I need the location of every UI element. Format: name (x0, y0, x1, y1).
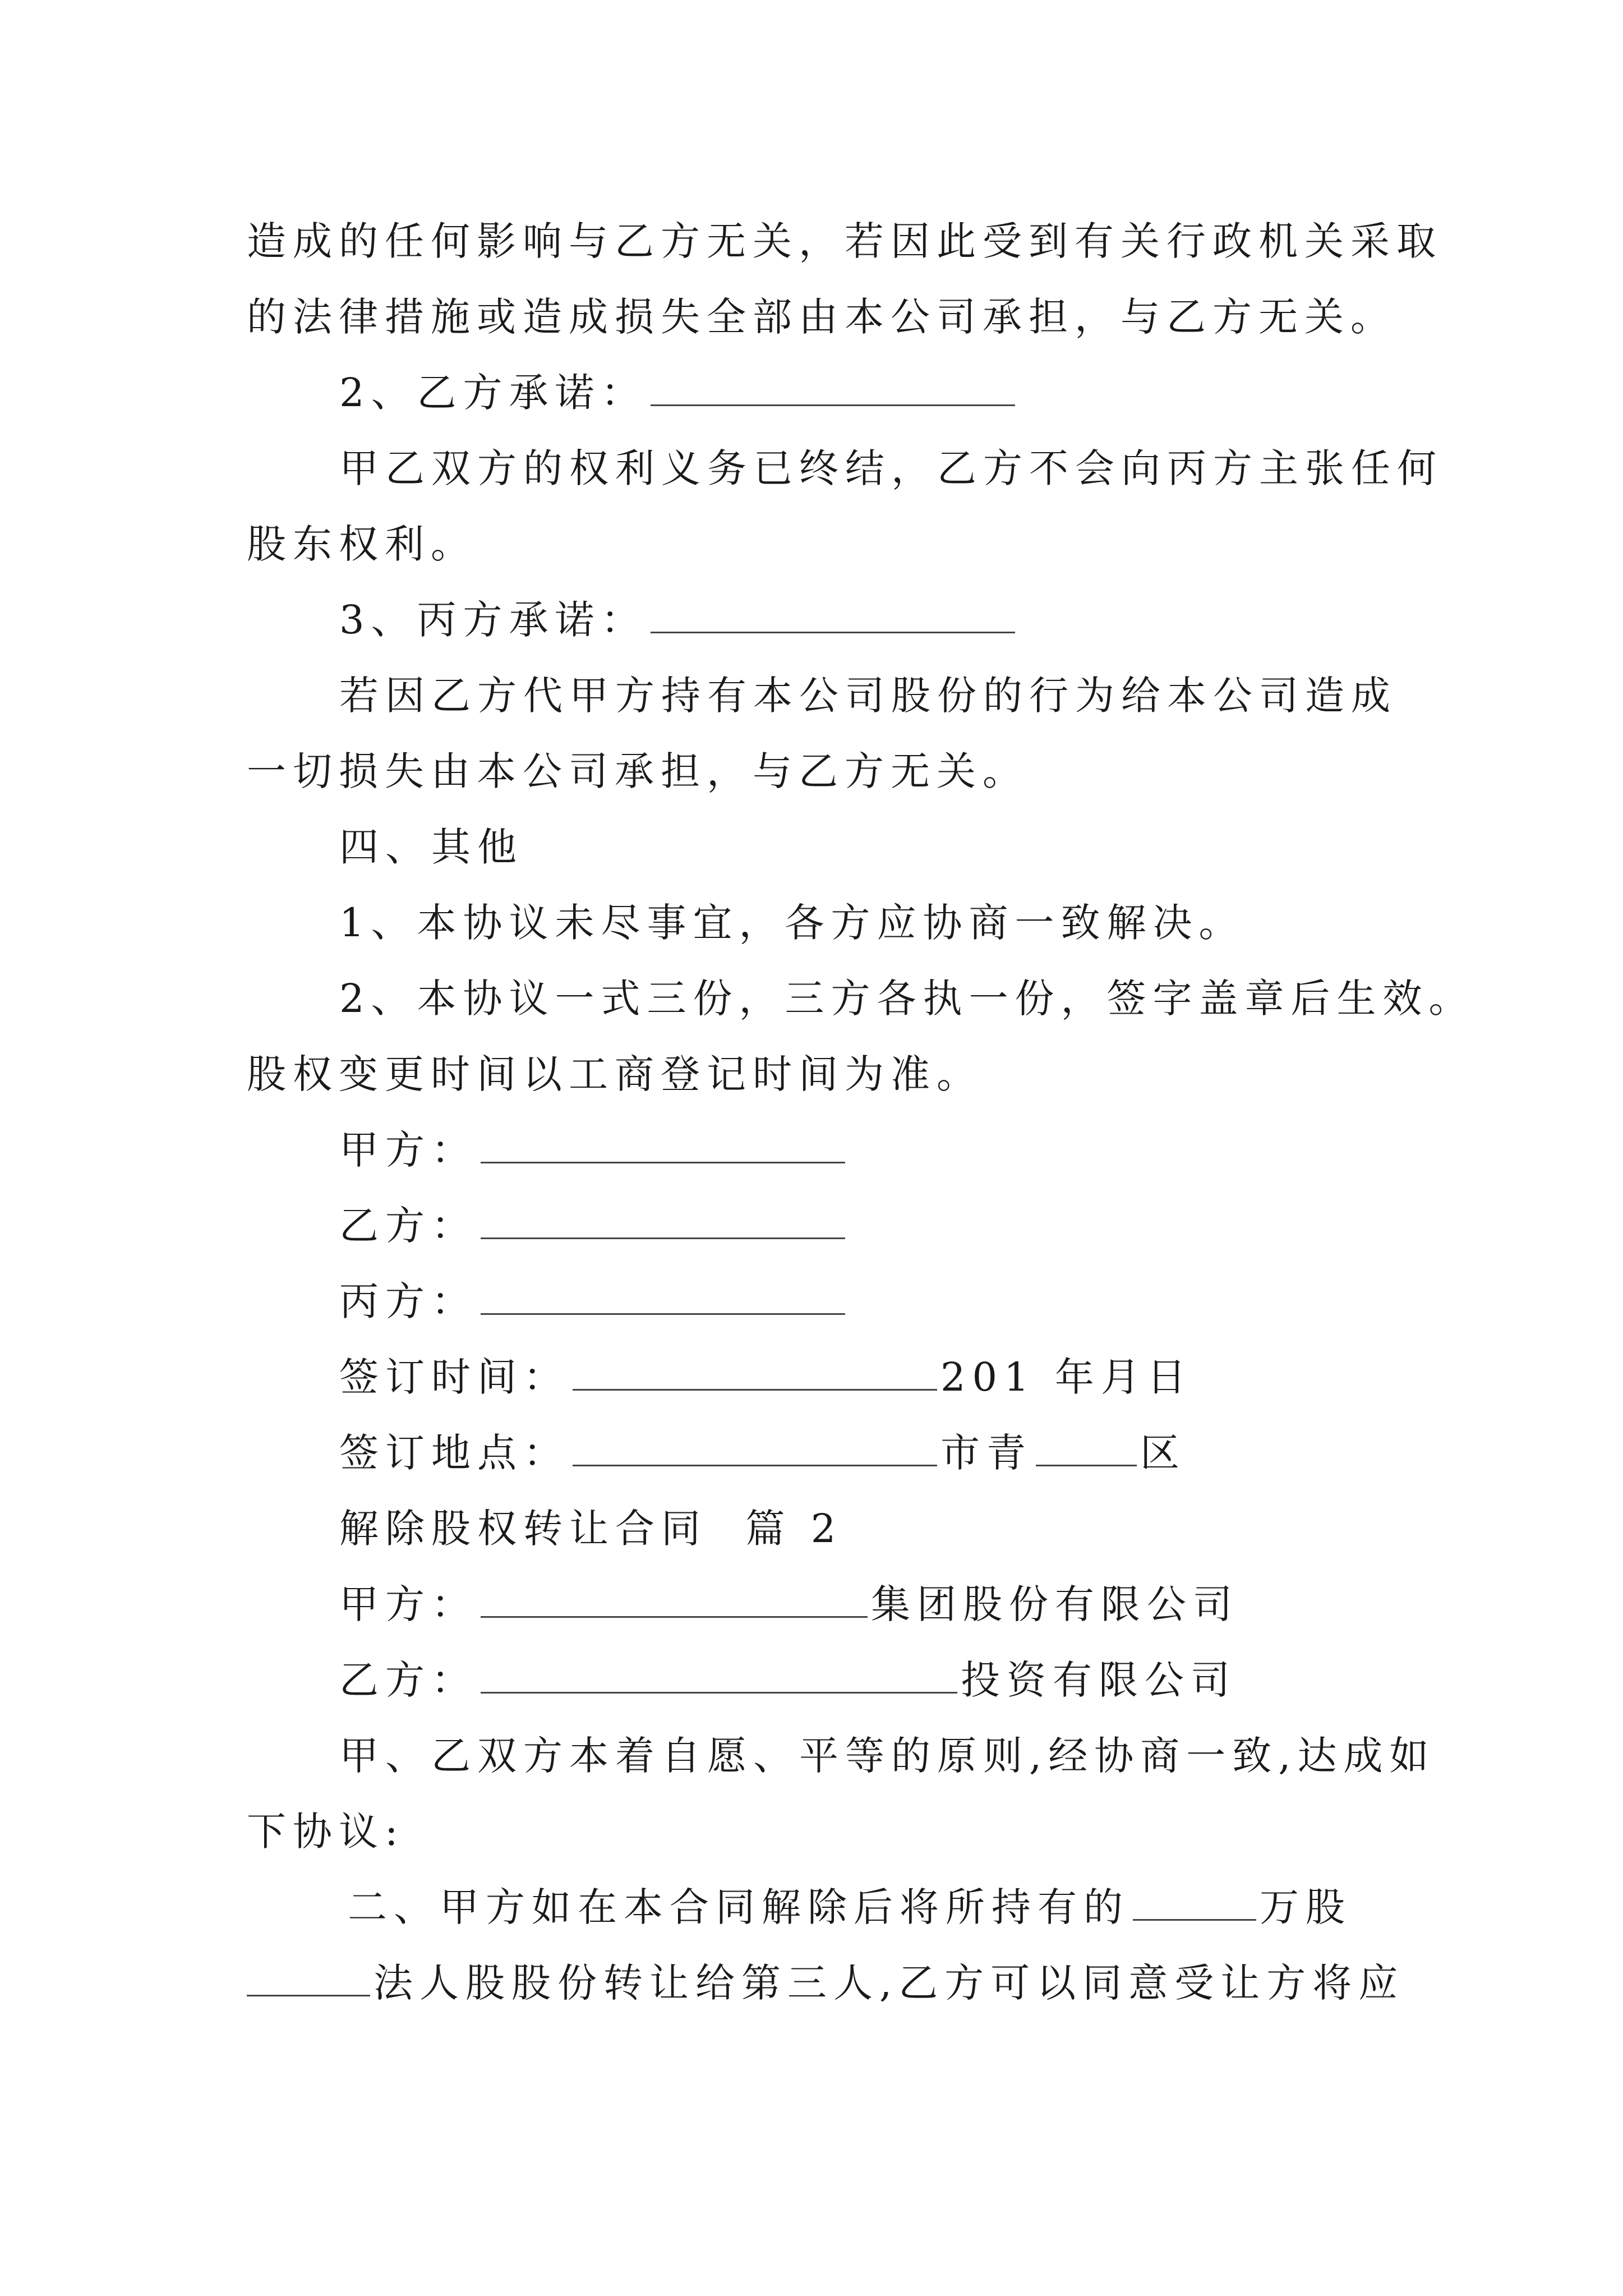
fill-blank (1036, 1430, 1137, 1466)
signature-line (339, 1276, 849, 1327)
fill-blank (481, 1203, 845, 1239)
text: 乙方： (339, 1657, 477, 1703)
signature-line (339, 1200, 849, 1251)
text: 下协议: (247, 1809, 405, 1855)
text: 甲方： (339, 1581, 477, 1627)
section-heading (339, 822, 523, 872)
paragraph-line (247, 216, 1442, 266)
text: 丙方： (339, 1278, 477, 1324)
sign-place-line (339, 1428, 1186, 1478)
text: 2、乙方承诺： (339, 370, 647, 416)
paragraph-line (348, 1882, 1352, 1932)
fill-blank (573, 1430, 937, 1466)
clause-heading (339, 367, 1018, 418)
text: 签订地点： (339, 1430, 569, 1476)
sign-date-line (339, 1352, 1193, 1402)
text: 集团股份有限公司 (871, 1581, 1239, 1627)
text: 投资有限公司 (961, 1657, 1237, 1703)
text: 201 年月日 (940, 1354, 1193, 1400)
paragraph-line (247, 292, 1396, 342)
text: 二、甲方如在本合同解除后将所持有的 (348, 1884, 1129, 1930)
signature-line (339, 1125, 849, 1175)
fill-blank (1133, 1884, 1256, 1921)
fill-blank (481, 1581, 868, 1618)
clause-heading (339, 595, 1018, 645)
text: 的法律措施或造成损失全部由本公司承担，与乙方无关。 (247, 294, 1396, 340)
fill-blank (651, 370, 1015, 406)
paragraph-line (247, 1958, 1404, 2008)
paragraph-line (339, 898, 1245, 948)
text: 区 (1140, 1430, 1186, 1476)
paragraph-line (247, 746, 1029, 797)
text: 法人股股份转让给第三人,乙方可以同意受让方将应 (374, 1960, 1405, 2006)
paragraph-line (339, 670, 1397, 721)
fill-blank (481, 1657, 957, 1694)
text: 甲、乙双方本着自愿、平等的原则,经协商一致,达成如 (339, 1733, 1436, 1779)
text: 四、其他 (339, 824, 523, 870)
text: 甲乙双方的权利义务已终结，乙方不会向丙方主张任何 (339, 445, 1443, 491)
fill-blank (573, 1354, 937, 1391)
paragraph-line (247, 1806, 405, 1857)
paragraph-line (247, 1049, 983, 1099)
party-line (339, 1579, 1239, 1630)
text: 市青 (940, 1430, 1032, 1476)
text: 股权变更时间以工商登记时间为准。 (247, 1051, 983, 1097)
fill-blank (247, 1960, 370, 1996)
text: 1、本协议未尽事宜，各方应协商一致解决。 (339, 900, 1245, 946)
text: 一切损失由本公司承担，与乙方无关。 (247, 748, 1029, 794)
party-line (339, 1655, 1237, 1705)
paragraph-line (339, 443, 1443, 494)
paragraph-line (247, 519, 477, 569)
document-title (339, 1503, 842, 1554)
text: 2、本协议一式三份，三方各执一份，签字盖章后生效。 (339, 976, 1475, 1022)
paragraph-line (339, 973, 1475, 1024)
text: 解除股权转让合同 篇 2 (339, 1506, 843, 1552)
text: 甲方： (339, 1127, 477, 1173)
text: 乙方： (339, 1203, 477, 1249)
text: 3、丙方承诺： (339, 597, 647, 643)
fill-blank (481, 1127, 845, 1163)
text: 签订时间： (339, 1354, 569, 1400)
text: 造成的任何影响与乙方无关，若因此受到有关行政机关采取 (247, 218, 1442, 264)
fill-blank (651, 597, 1015, 633)
text: 万股 (1260, 1884, 1352, 1930)
paragraph-line (339, 1731, 1436, 1781)
text: 股东权利。 (247, 521, 477, 567)
fill-blank (481, 1278, 845, 1315)
text: 若因乙方代甲方持有本公司股份的行为给本公司造成 (339, 673, 1397, 719)
